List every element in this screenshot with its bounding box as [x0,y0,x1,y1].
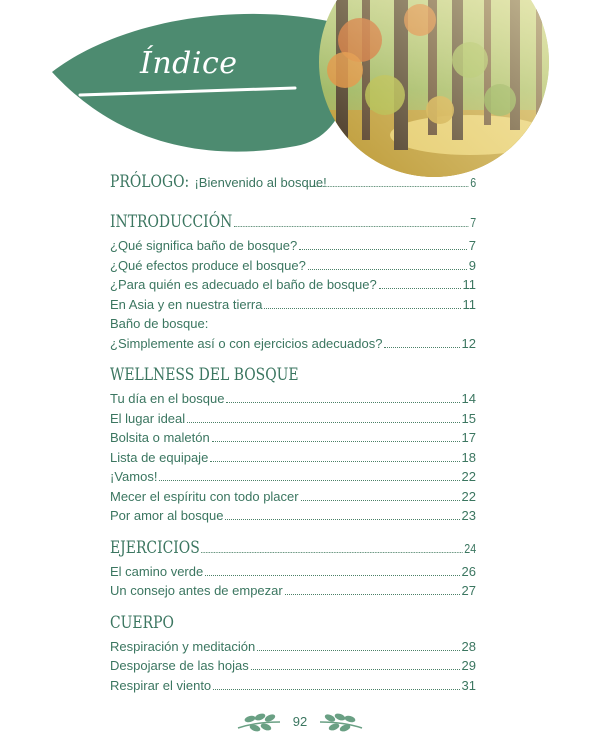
dot-leader [264,308,460,309]
toc-entry [110,236,476,256]
dot-leader [205,575,459,576]
toc-section-heading [110,212,476,236]
toc-entry-label: Tu día en el bosque [110,391,225,406]
toc-entry-label: ¿Qué efectos produce el bosque? [110,257,306,273]
toc-entry [110,581,476,601]
toc-entry-label: El camino verde [110,563,204,579]
dot-leader [210,461,459,462]
toc-entry [110,562,476,582]
toc-entry-label: Respirar el viento [110,677,212,693]
toc-entry-page: 29 [461,658,476,673]
toc-entry [110,428,476,448]
toc-entry-page: 12 [461,335,476,351]
section-title: CUERPO [110,612,174,633]
toc-entry-label: ¿Simplemente así o con ejercicios adecuados? [110,335,383,351]
dot-leader [234,226,469,227]
toc-entry-page: 15 [461,410,476,426]
table-of-contents [110,172,476,695]
toc-entry [110,467,476,487]
toc-entry-label: Un consejo antes de empezar [110,583,283,598]
toc-entry [110,275,476,295]
toc-entry-label: Baño de bosque: [110,316,209,331]
toc-entry-label: Lista de equipaje [110,449,209,465]
toc-prologue [110,172,476,200]
dot-leader [251,669,460,670]
toc-entry-page: 18 [461,449,476,465]
prologue-page: 6 [470,175,477,190]
left-branch-icon [238,713,280,732]
section-title: INTRODUCCIÓN [110,212,233,232]
section-page: 24 [464,540,477,556]
toc-entry-label: En Asia y en nuestra tierra [110,296,263,312]
toc-section-heading [110,613,476,637]
toc-entry [110,676,476,696]
forest-photo [310,0,570,180]
toc-entry-page: 11 [462,296,476,312]
dot-leader [225,519,459,520]
prologue-heading: PRÓLOGO: [110,172,190,192]
toc-entry-page: 17 [461,430,476,445]
toc-entry [110,389,476,409]
header-decoration [0,0,600,180]
leaf-shape [52,14,349,152]
toc-entry [110,256,476,276]
toc-entry-label: ¿Para quién es adecuado el baño de bosque? [110,277,377,292]
toc-entry-label: Respiración y meditación [110,638,256,654]
toc-entry [110,409,476,429]
toc-entry-page: 9 [468,257,476,273]
page-number: 92 [292,714,308,729]
dot-leader [257,650,459,651]
dot-leader [304,186,468,187]
toc-entry-label: Por amor al bosque [110,508,224,523]
toc-entry-page: 27 [461,583,476,598]
toc-entry-page: 28 [461,638,476,654]
toc-entry-page: 11 [462,277,476,292]
toc-entry-label: Mecer el espíritu con todo placer [110,488,299,504]
toc-entry-page: 22 [461,488,476,504]
dot-leader [213,689,459,690]
toc-entry [110,314,476,334]
toc-entry [110,334,476,354]
prologue-subtitle: ¡Bienvenido al bosque! [194,175,327,190]
dot-leader [159,480,459,481]
dot-leader [308,269,467,270]
dot-leader [384,347,459,348]
right-branch-icon [320,713,362,732]
toc-section-heading [110,538,476,562]
toc-entry [110,637,476,657]
toc-section-heading [110,365,476,389]
dot-leader [187,422,459,423]
toc-entry-label: ¡Vamos! [110,469,158,484]
toc-entry-label: Despojarse de las hojas [110,658,249,673]
toc-entry [110,506,476,526]
toc-entry-label: ¿Qué significa baño de bosque? [110,238,298,253]
toc-entry-label: El lugar ideal [110,410,186,426]
toc-entry-page: 22 [461,469,476,484]
toc-entry [110,295,476,315]
dot-leader [301,500,460,501]
toc-entry-page: 26 [461,563,476,579]
page-title: Índice [140,46,238,81]
section-title: EJERCICIOS [110,537,200,558]
dot-leader [212,441,460,442]
dot-leader [285,594,460,595]
toc-entry [110,448,476,468]
toc-entry-page: 31 [461,677,476,693]
toc-entry-label: Bolsita o maletón [110,430,210,445]
dot-leader [299,249,467,250]
dot-leader [201,552,462,553]
toc-entry [110,656,476,676]
dot-leader [379,288,461,289]
toc-entry-page: 23 [461,508,476,523]
section-page: 7 [470,215,477,230]
dot-leader [226,402,459,403]
toc-entry-page: 7 [468,238,476,253]
section-title: WELLNESS DEL BOSQUE [110,365,299,385]
toc-entry [110,487,476,507]
toc-entry-page: 14 [461,391,476,406]
